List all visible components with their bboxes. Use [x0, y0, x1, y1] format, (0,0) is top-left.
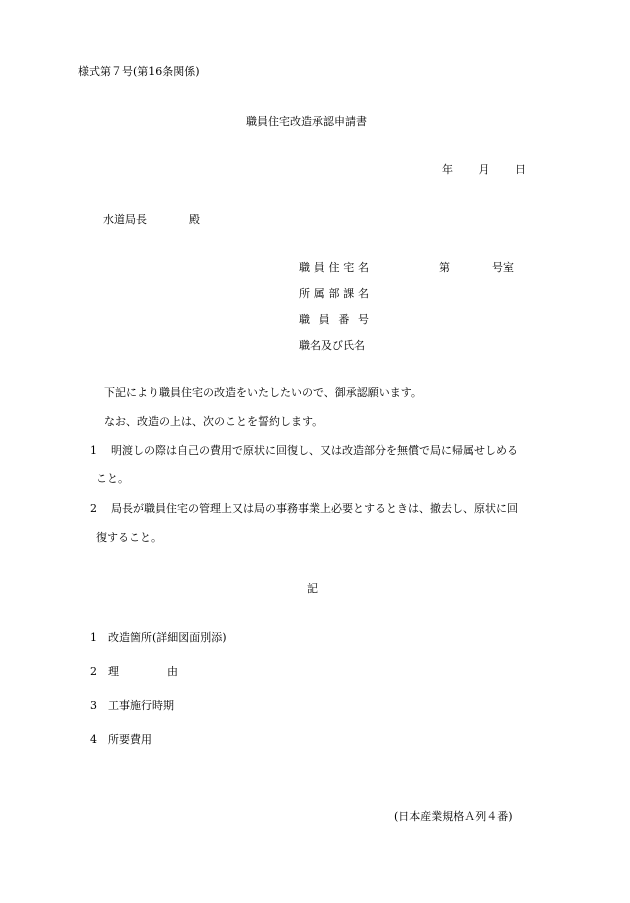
pledge-1-text: 明渡しの際は自己の費用で原状に回復し、又は改造部分を無償で局に帰属せしめる [111, 444, 518, 457]
residence-row [299, 262, 514, 288]
date-line [442, 164, 526, 175]
form-number: 様式第７号(第16条関係) [78, 65, 200, 78]
pledge-2-line-1 [90, 503, 518, 514]
room-number [439, 262, 514, 288]
item-3-label: 工事施行時期 [108, 699, 174, 712]
room-prefix: 第 [439, 261, 450, 274]
position-name-row [299, 340, 514, 366]
room-suffix: 号室 [492, 261, 514, 274]
addressee [103, 214, 200, 225]
addressee-suffix: 殿 [189, 213, 200, 226]
ki-heading: 記 [307, 582, 318, 595]
department-row [299, 288, 514, 314]
document-title: 職員住宅改造承認申請書 [246, 115, 367, 128]
list-item [90, 734, 152, 745]
item-1-label: 改造箇所(詳細図面別添) [108, 631, 227, 644]
paragraph-request: 下記により職員住宅の改造をいたしたいので、御承認願います。 [104, 386, 422, 399]
item-3-number: 3 [90, 699, 97, 712]
position-name-label: 職名及び氏名 [299, 339, 365, 352]
pledge-1-number: 1 [90, 444, 97, 457]
employee-number-row [299, 314, 514, 340]
department-label: 所属部課名 [299, 287, 369, 300]
date-year: 年 [442, 163, 453, 176]
date-month: 月 [478, 163, 490, 176]
list-item [90, 700, 174, 711]
addressee-name: 水道局長 [103, 213, 147, 226]
residence-label: 職員住宅名 [299, 261, 369, 274]
list-item [90, 666, 178, 677]
item-4-number: 4 [90, 733, 97, 746]
paper-size-note: (日本産業規格Ａ列４番) [394, 810, 513, 823]
pledge-1-line-2: こと。 [96, 472, 129, 485]
pledge-2-text: 局長が職員住宅の管理上又は局の事務事業上必要とするときは、撤去し、原状に回 [111, 502, 518, 515]
item-4-label: 所要費用 [108, 733, 152, 746]
pledge-2-number: 2 [90, 502, 97, 515]
pledge-2-line-2: 復すること。 [96, 531, 162, 544]
pledge-1-line-1 [90, 445, 518, 456]
applicant-fields [299, 262, 514, 366]
item-2-label-b: 由 [167, 665, 178, 678]
paragraph-pledge-intro: なお、改造の上は、次のことを誓約します。 [104, 415, 324, 428]
date-day: 日 [515, 163, 526, 176]
item-1-number: 1 [90, 631, 97, 644]
item-2-label-a: 理 [108, 665, 119, 678]
employee-number-label: 職員番号 [299, 313, 369, 326]
item-2-number: 2 [90, 665, 97, 678]
list-item [90, 632, 227, 643]
